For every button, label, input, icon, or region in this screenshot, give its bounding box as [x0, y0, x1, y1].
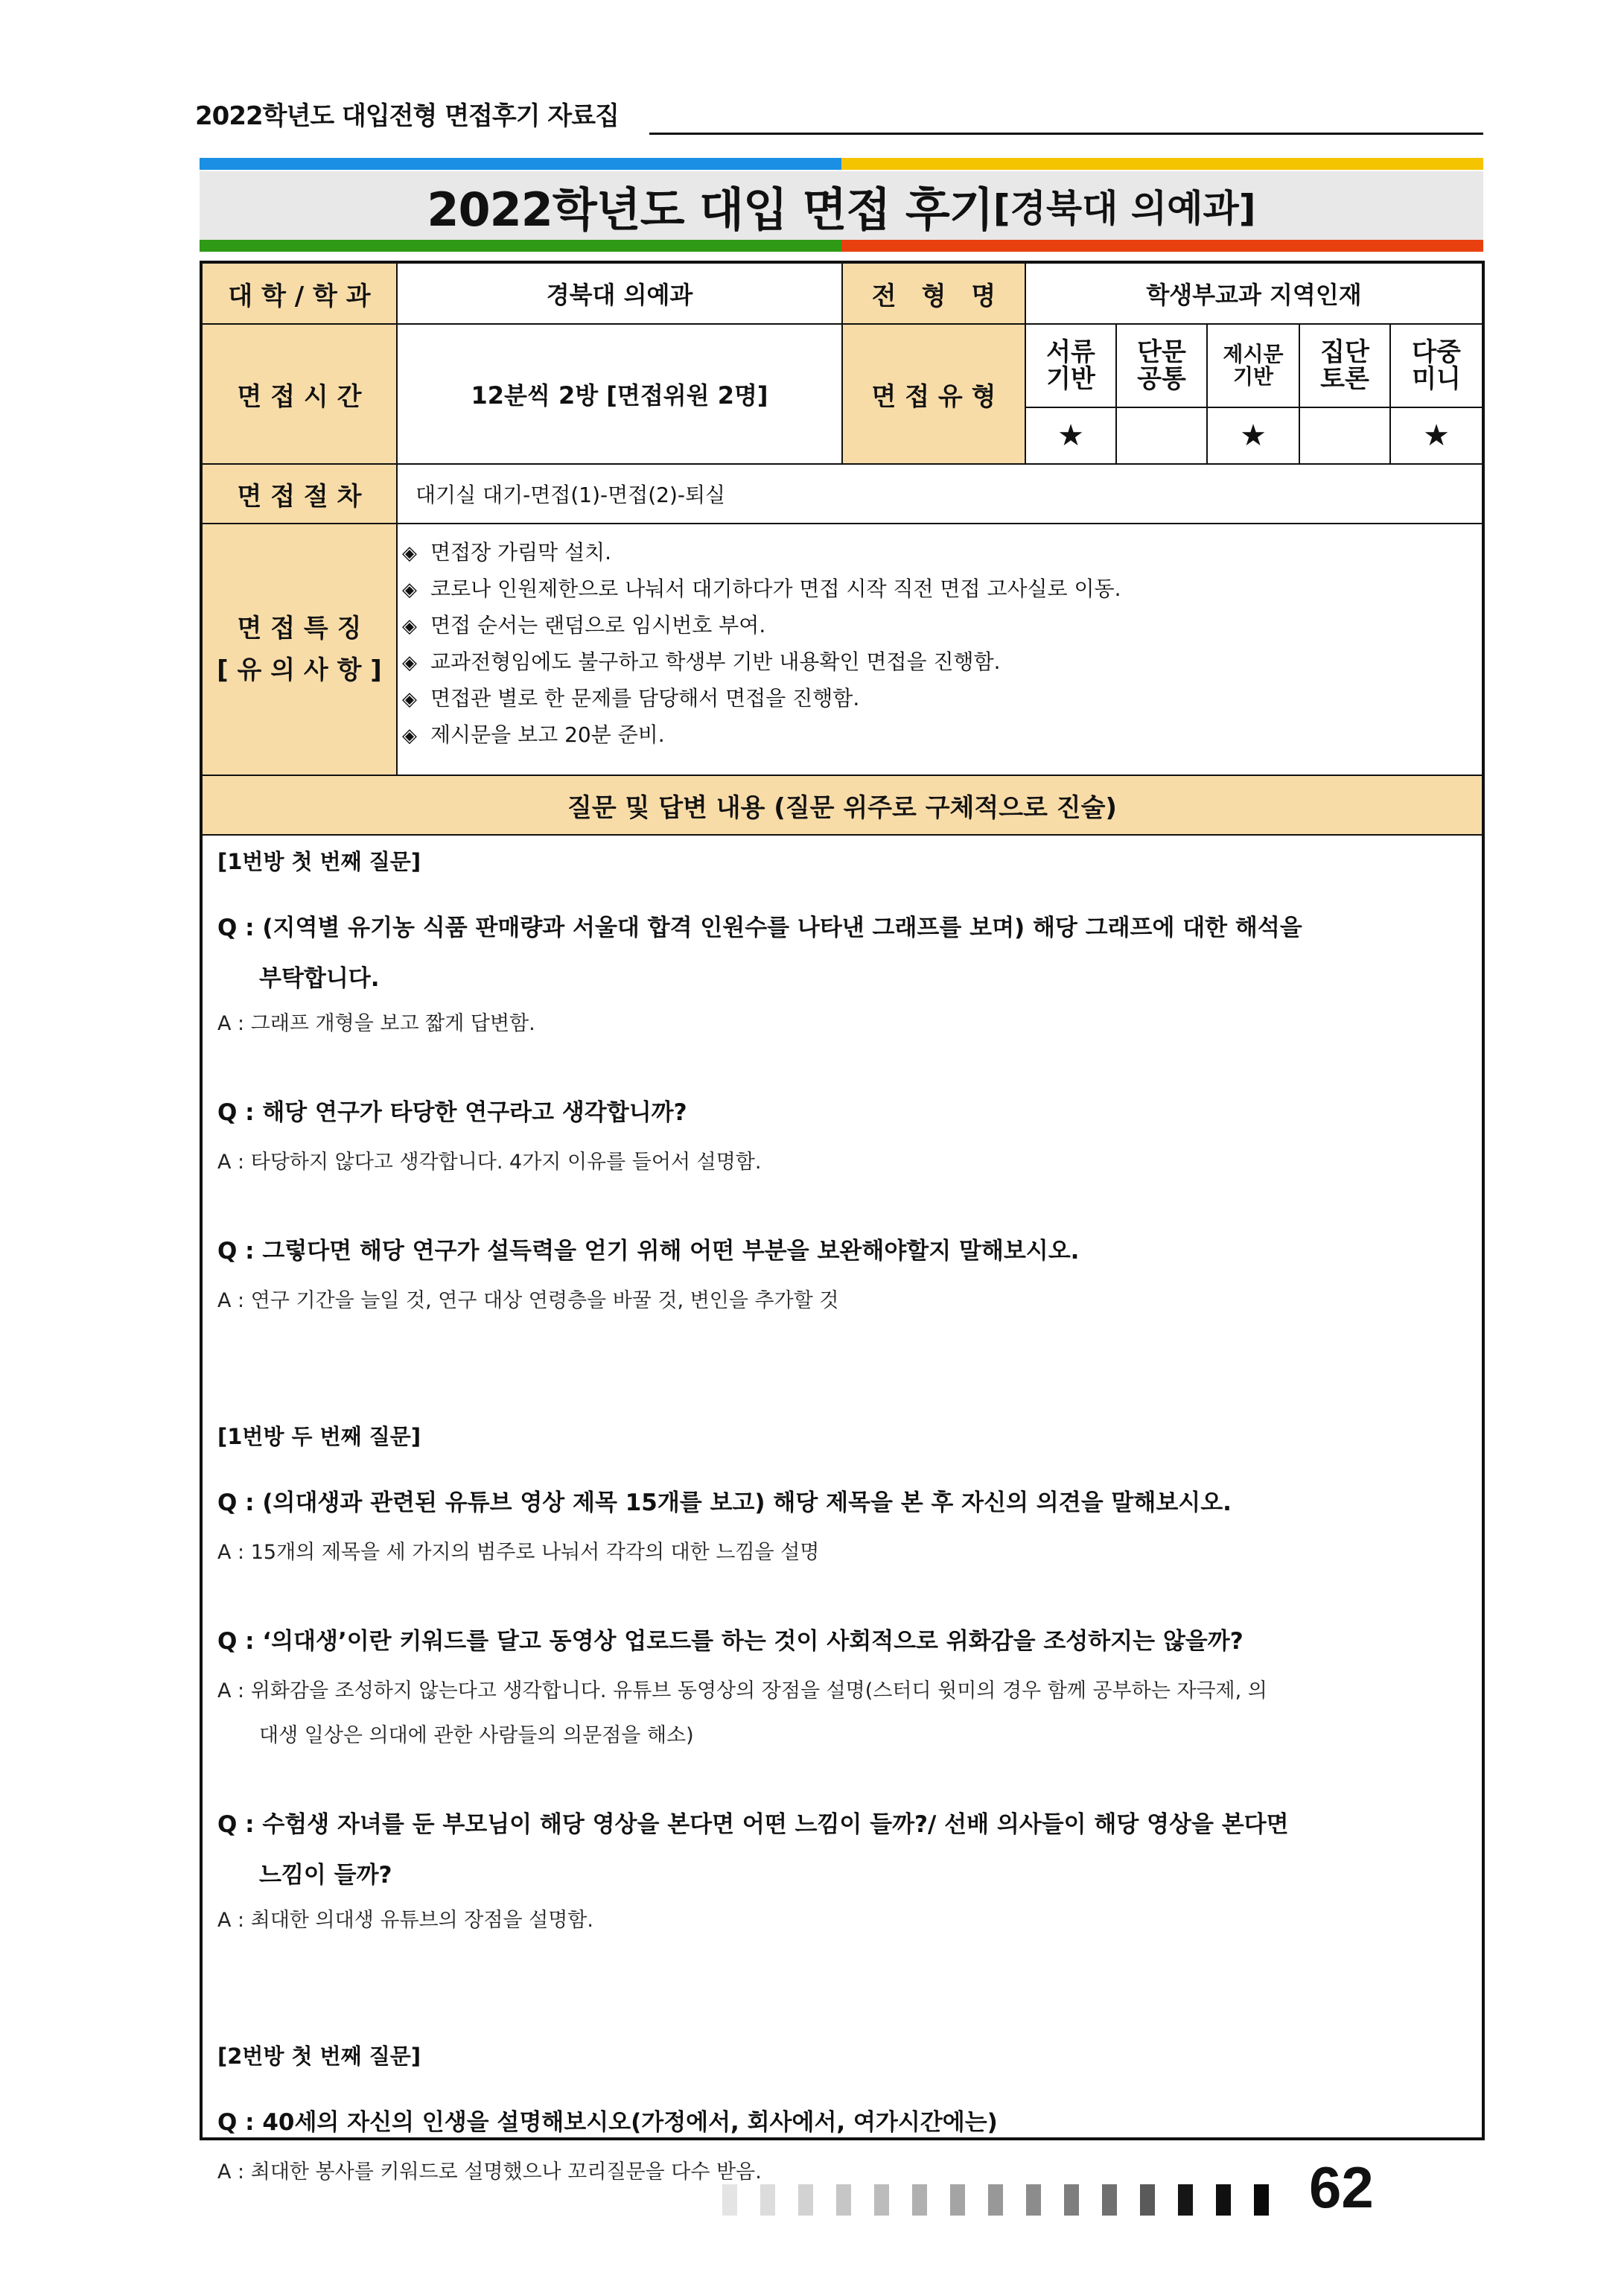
interview-time-label: 면 접 시 간 — [203, 325, 398, 465]
title-sub: [경북대 의예과] — [993, 187, 1256, 230]
interview-time-value: 12분씩 2방 [면접위원 2명] — [398, 325, 843, 465]
format-type-short-common: 단문 공통 — [1117, 325, 1208, 408]
procedure-value: 대기실 대기-면접(1)-면접(2)-퇴실 — [398, 465, 1482, 524]
page-indicator-block — [1140, 2184, 1155, 2216]
title-main: 2022학년도 대입 면접 후기 — [427, 182, 993, 237]
format-type-group-discussion: 집단 토론 — [1300, 325, 1391, 408]
answer: A : 연구 기간을 늘일 것, 연구 대상 연령층을 바꿀 것, 변인을 추가할 것 — [217, 1289, 839, 1312]
header-underline — [649, 133, 1483, 135]
page-title — [200, 171, 1483, 240]
bottom-bar-green — [200, 240, 841, 252]
question: Q : 해당 연구가 타당한 연구라고 생각합니까? — [217, 1099, 687, 1126]
school-value: 경북대 의예과 — [398, 264, 843, 325]
answer: A : 최대한 의대생 유튜브의 장점을 설명함. — [217, 1909, 593, 1932]
features-label: 면 접 특 징 [ 유 의 사 항 ] — [203, 524, 398, 776]
page-indicator-block — [1254, 2184, 1269, 2216]
top-bar-blue — [200, 158, 841, 170]
answer: A : 최대한 봉사를 키워드로 설명했으나 꼬리질문을 다수 받음. — [217, 2160, 762, 2184]
answer: A : 위화감을 조성하지 않는다고 생각합니다. 유튜브 동영상의 장점을 설명(스터디 윗미의 경우 함께 공부하는 자극제, 의 대생 일상은 의대에 관한 사람들의 의문점을 해소) — [217, 1679, 1267, 1747]
question: Q : ‘의대생’이란 키워드를 달고 동영상 업로드를 하는 것이 사회적으로 위화감을 조성하지는 않을까? — [217, 1628, 1244, 1655]
format-check-group-discussion — [1300, 408, 1391, 465]
question: Q : 수험생 자녀를 둔 부모님이 해당 영상을 본다면 어떤 느낌이 들까?/ 선배 의사들이 해당 영상을 본다면 느낌이 들까? — [217, 1811, 1289, 1889]
page-indicator-block — [760, 2184, 775, 2216]
section-heading: [2번방 첫 번째 질문] — [217, 2044, 421, 2069]
page-indicator-block — [1064, 2184, 1079, 2216]
page-indicator-block — [988, 2184, 1003, 2216]
page-indicator-block — [722, 2184, 737, 2216]
question: Q : (지역별 유기농 식품 판매량과 서울대 합격 인원수를 나타낸 그래프를 보며) 해당 그래프에 대한 해석을 부탁합니다. — [217, 915, 1302, 992]
question: Q : 40세의 자신의 인생을 설명해보시오(가정에서, 회사에서, 여가시간에는) — [217, 2109, 998, 2136]
top-bar-yellow — [841, 158, 1483, 170]
page-indicator-block — [1102, 2184, 1117, 2216]
school-label: 대 학 / 학 과 — [203, 264, 398, 325]
feature-item: ◈ 면접관 별로 한 문제를 담당해서 면접을 진행함. — [402, 681, 1121, 717]
answer: A : 15개의 제목을 세 가지의 범주로 나눠서 각각의 대한 느낌을 설명 — [217, 1541, 820, 1564]
feature-item: ◈ 면접 순서는 랜덤으로 임시번호 부여. — [402, 608, 1121, 644]
page-indicator-block — [1216, 2184, 1231, 2216]
section-heading: [1번방 첫 번째 질문] — [217, 849, 421, 874]
admission-type-label: 전 형 명 — [843, 264, 1026, 325]
page-indicator-block — [1026, 2184, 1041, 2216]
page-number: 62 — [1309, 2155, 1374, 2220]
document-header-title: 2022학년도 대입전형 면접후기 자료집 — [195, 101, 619, 131]
page-indicator-block — [836, 2184, 851, 2216]
section-heading: [1번방 두 번째 질문] — [217, 1424, 421, 1449]
feature-item: ◈ 코로나 인원제한으로 나눠서 대기하다가 면접 시작 직전 면접 고사실로 이동. — [402, 571, 1121, 608]
page-indicator-block — [798, 2184, 813, 2216]
feature-item: ◈ 제시문을 보고 20분 준비. — [402, 717, 1121, 754]
bottom-bar-red — [841, 240, 1483, 252]
page-indicator-block — [912, 2184, 927, 2216]
feature-item: ◈ 면접장 가림막 설치. — [402, 535, 1121, 571]
format-type-passage: 제시문 기반 — [1208, 325, 1300, 408]
format-check-document: ★ — [1026, 408, 1117, 465]
page-indicator-block — [874, 2184, 889, 2216]
page-indicator-block — [950, 2184, 965, 2216]
format-check-mmi: ★ — [1391, 408, 1482, 465]
procedure-label: 면 접 절 차 — [203, 465, 398, 524]
feature-item: ◈ 교과전형임에도 불구하고 학생부 기반 내용확인 면접을 진행함. — [402, 644, 1121, 681]
interview-format-label: 면 접 유 형 — [843, 325, 1026, 465]
admission-type-value: 학생부교과 지역인재 — [1026, 264, 1482, 325]
question: Q : 그렇다면 해당 연구가 설득력을 얻기 위해 어떤 부분을 보완해야할지 말해보시오. — [217, 1238, 1080, 1265]
answer: A : 타당하지 않다고 생각합니다. 4가지 이유를 들어서 설명함. — [217, 1151, 762, 1174]
qa-section-header: 질문 및 답변 내용 (질문 위주로 구체적으로 진술) — [203, 776, 1482, 836]
format-check-short-common — [1117, 408, 1208, 465]
question: Q : (의대생과 관련된 유튜브 영상 제목 15개를 보고) 해당 제목을 본 후 자신의 의견을 말해보시오. — [217, 1489, 1232, 1516]
format-type-document: 서류 기반 — [1026, 325, 1117, 408]
page-indicator-block — [1178, 2184, 1193, 2216]
features-list — [402, 535, 1121, 754]
answer: A : 그래프 개형을 보고 짧게 답변함. — [217, 1012, 535, 1035]
qa-content — [217, 845, 1468, 2195]
format-check-passage: ★ — [1208, 408, 1300, 465]
format-type-mmi: 다중 미니 — [1391, 325, 1482, 408]
